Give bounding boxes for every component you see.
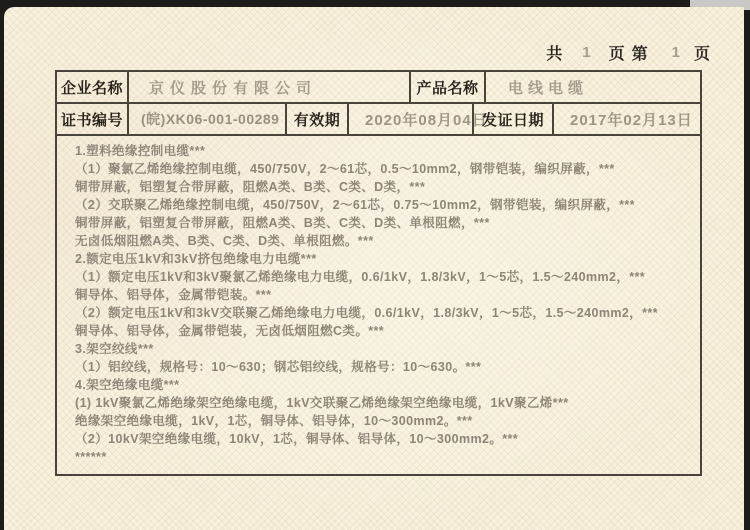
body-line: 铜导体、铝导体，金属带铠装，无卤低烟阻燃C类。*** — [75, 324, 385, 338]
body-line: 铜带屏蔽，铝塑复合带屏蔽，阻燃A类、B类、C类、D类，*** — [75, 180, 426, 194]
validity-label: 有效期 — [287, 104, 349, 134]
body-line: 2.额定电压1kV和3kV挤包绝缘电力电缆*** — [75, 252, 317, 266]
validity-value: 2020年08月04日 — [349, 104, 474, 134]
page-total-unit: 页 — [608, 46, 626, 63]
body-line: （1）额定电压1kV和3kV聚氯乙烯绝缘电力电缆，0.6/1kV，1.8/3kV，1～5芯，1.5～240mm2，*** — [75, 270, 646, 284]
product-name-value: 电线电缆 — [508, 79, 589, 97]
body-line: 无卤低烟阻燃A类、B类、C类、D类、单根阻燃。*** — [75, 234, 374, 248]
body-line: 4.架空绝缘电缆*** — [75, 378, 180, 392]
company-name-value: 京仪股份有限公司 — [129, 72, 411, 102]
body-line: ****** — [75, 450, 107, 464]
certificate-table — [55, 70, 702, 476]
page-current-unit: 页 — [693, 46, 711, 63]
body-line: (1) 1kV聚氯乙烯绝缘架空绝缘电缆，1kV交联聚乙烯绝缘架空绝缘电缆，1kV聚乙烯*** — [75, 396, 569, 410]
issue-date-value: 2017年02月13日 — [570, 111, 693, 129]
body-line: （1）聚氯乙烯绝缘控制电缆，450/750V，2～61芯，0.5～10mm2，钢带铠装，编织屏蔽，*** — [75, 162, 615, 176]
body-line: 3.架空绞线*** — [75, 342, 154, 356]
product-name-label: 产品名称 — [411, 72, 486, 102]
body-line: （2）10kV架空绝缘电缆，10kV，1芯，铜导体、铝导体，10～300mm2。*** — [75, 432, 519, 446]
page-counter — [543, 41, 714, 64]
page-current-prefix: 第 — [631, 46, 649, 63]
body-line: （2）额定电压1kV和3kV交联聚乙烯绝缘电力电缆，0.6/1kV，1.8/3kV，1～5芯，1.5～240mm2，*** — [75, 306, 658, 320]
table-row-company-product — [57, 72, 700, 104]
certificate-paper — [4, 7, 744, 530]
body-line: 1.塑料绝缘控制电缆*** — [75, 144, 206, 158]
page-total-prefix: 共 — [546, 46, 564, 63]
body-line: 铜带屏蔽，铝塑复合带屏蔽，阻燃A类、B类、C类、D类、单根阻燃，*** — [75, 216, 490, 230]
certificate-number-label: 证书编号 — [57, 104, 129, 134]
certificate-number-value: (皖)XK06-001-00289 — [129, 104, 287, 134]
issue-date-label: 发证日期 — [474, 104, 554, 134]
body-line: 绝缘架空绝缘电缆，1kV，1芯，铜导体、铝导体，10～300mm2。*** — [75, 414, 473, 428]
table-row-cert-dates — [57, 104, 700, 136]
page-total-number: 1 — [582, 44, 592, 61]
body-line: （2）交联聚乙烯绝缘控制电缆，450/750V，2～61芯，0.75～10mm2，钢带铠装，编织屏蔽，*** — [75, 198, 635, 212]
body-line: 铜导体、铝导体，金属带铠装。*** — [75, 288, 272, 302]
product-scope-list — [57, 136, 700, 474]
company-name-label: 企业名称 — [57, 72, 129, 102]
body-line: （1）铝绞线，规格号：10～630；钢芯铝绞线，规格号：10～630。*** — [75, 360, 482, 374]
page-current-number: 1 — [671, 44, 681, 61]
